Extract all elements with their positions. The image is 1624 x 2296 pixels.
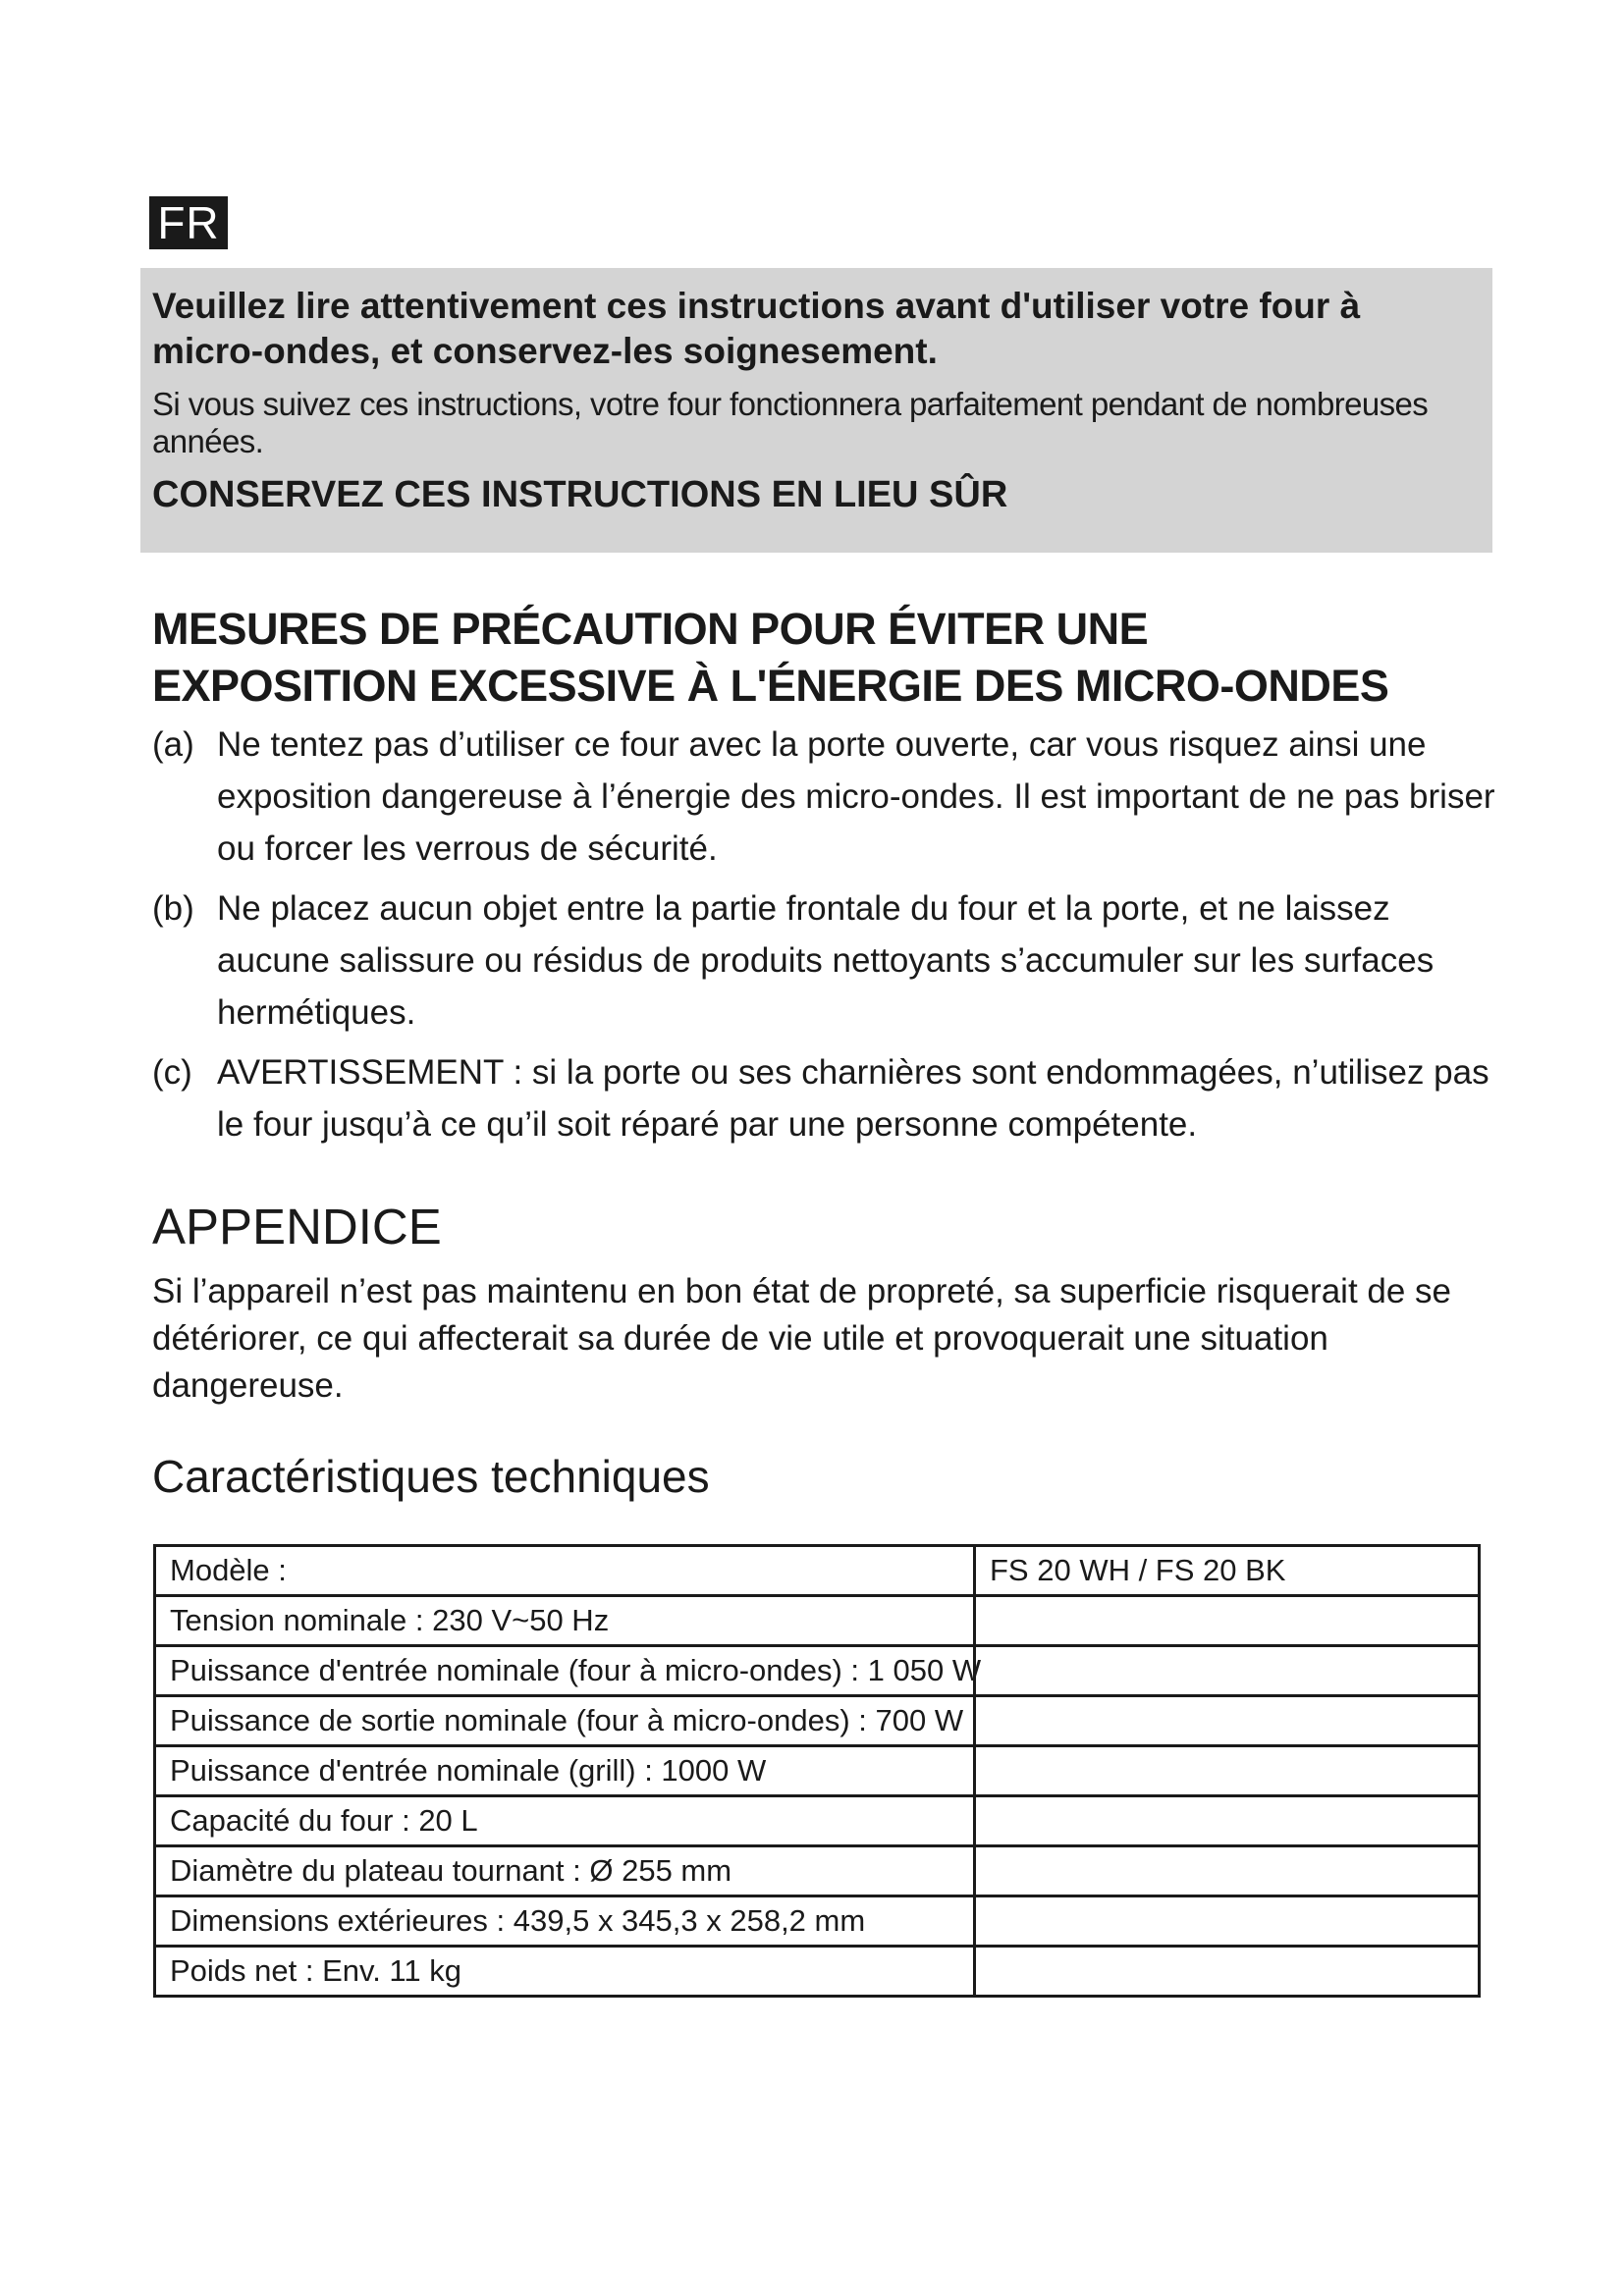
precaution-text: Ne placez aucun objet entre la partie frontale du four et la porte, et ne laissez aucune salissure ou résidus de produits nettoyants s’accumuler sur les surfaces hermétiques. xyxy=(217,889,1435,1032)
spec-label: Tension nominale : 230 V~50 Hz xyxy=(155,1596,975,1646)
precautions-list xyxy=(152,719,1497,1158)
precautions-title-line1: MESURES DE PRÉCAUTION POUR ÉVITER UNE xyxy=(152,604,1149,654)
precaution-item-a xyxy=(152,719,1497,875)
spec-label: Puissance d'entrée nominale (grill) : 1000 W xyxy=(155,1746,975,1796)
table-row xyxy=(155,1746,1480,1796)
appendix-text: Si l’appareil n’est pas maintenu en bon état de propreté, sa superficie risquerait de se détériorer, ce qui affecterait sa durée de vie utile et provoquerait une situation dangereuse. xyxy=(152,1272,1452,1405)
precaution-item-b xyxy=(152,882,1497,1039)
spec-value xyxy=(975,1746,1480,1796)
spec-value xyxy=(975,1646,1480,1696)
table-row xyxy=(155,1596,1480,1646)
precaution-marker: (a) xyxy=(152,725,194,764)
precautions-title-line2: EXPOSITION EXCESSIVE À L'ÉNERGIE DES MICRO-ONDES xyxy=(152,661,1389,711)
spec-label: Dimensions extérieures : 439,5 x 345,3 x 258,2 mm xyxy=(155,1896,975,1947)
keep-instructions-notice: CONSERVEZ CES INSTRUCTIONS EN LIEU SÛR xyxy=(152,474,1008,515)
precautions-title xyxy=(152,601,1388,715)
spec-value xyxy=(975,1696,1480,1746)
specs-table xyxy=(153,1544,1481,1998)
table-row xyxy=(155,1696,1480,1746)
spec-value xyxy=(975,1796,1480,1846)
table-row xyxy=(155,1896,1480,1947)
specs-title: Caractéristiques techniques xyxy=(152,1451,710,1502)
precaution-text: Ne tentez pas d’utiliser ce four avec la porte ouverte, car vous risquez ainsi une exposition dangereuse à l’énergie des micro-ondes. Il est important de ne pas briser ou forcer les verrous de sécurité. xyxy=(217,725,1495,868)
language-badge: FR xyxy=(149,196,228,249)
spec-value xyxy=(975,1947,1480,1997)
table-row xyxy=(155,1546,1480,1596)
table-row xyxy=(155,1846,1480,1896)
intro-heading: Veuillez lire attentivement ces instructions avant d'utiliser votre four à micro-ondes, et conservez-les soignesement. xyxy=(152,286,1361,371)
spec-value xyxy=(975,1596,1480,1646)
precaution-item-c xyxy=(152,1046,1497,1150)
spec-value: FS 20 WH / FS 20 BK xyxy=(975,1546,1480,1596)
precaution-marker: (b) xyxy=(152,889,194,928)
spec-value xyxy=(975,1896,1480,1947)
intro-notice-box xyxy=(140,268,1492,553)
table-row xyxy=(155,1646,1480,1696)
table-row xyxy=(155,1947,1480,1997)
spec-label: Capacité du four : 20 L xyxy=(155,1796,975,1846)
appendix-title: APPENDICE xyxy=(152,1199,442,1255)
table-row xyxy=(155,1796,1480,1846)
spec-label: Puissance de sortie nominale (four à micro-ondes) : 700 W xyxy=(155,1696,975,1746)
precaution-marker: (c) xyxy=(152,1053,192,1092)
spec-label: Puissance d'entrée nominale (four à micro-ondes) : 1 050 W xyxy=(155,1646,975,1696)
spec-label: Diamètre du plateau tournant : Ø 255 mm xyxy=(155,1846,975,1896)
precaution-text: AVERTISSEMENT : si la porte ou ses charnières sont endommagées, n’utilisez pas le four jusqu’à ce qu’il soit réparé par une personne compétente. xyxy=(217,1053,1489,1144)
intro-text: Si vous suivez ces instructions, votre four fonctionnera parfaitement pendant de nombreuses années. xyxy=(152,386,1429,459)
spec-label: Modèle : xyxy=(155,1546,975,1596)
spec-value xyxy=(975,1846,1480,1896)
spec-label: Poids net : Env. 11 kg xyxy=(155,1947,975,1997)
